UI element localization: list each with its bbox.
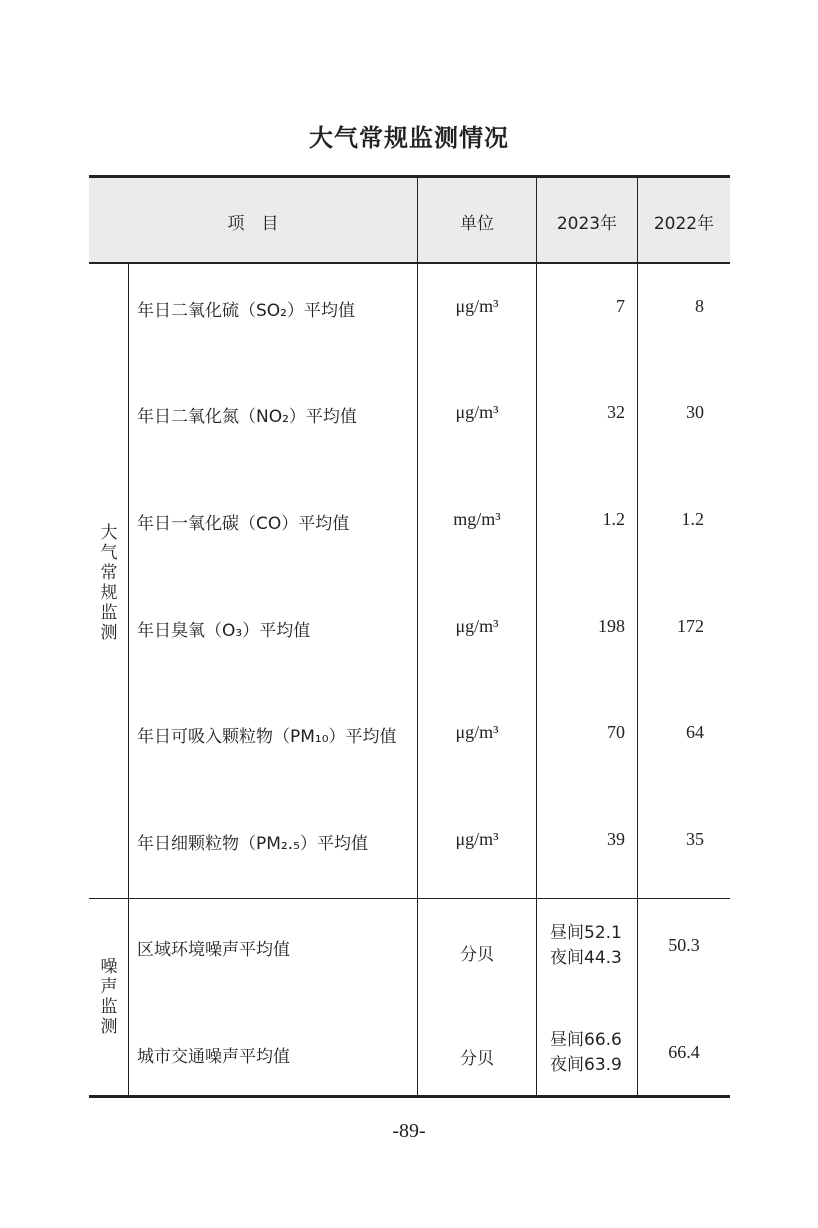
group-label-air: [97, 523, 121, 643]
row-item: 年日臭氧（O₃）平均值: [137, 621, 311, 641]
row-unit: μg/m³: [455, 722, 499, 742]
row-item: 年日细颗粒物（PM₂.₅）平均值: [137, 834, 368, 854]
row-2023: 70: [607, 722, 625, 742]
row-2022: 1.2: [681, 509, 704, 529]
label-char: 噪: [100, 957, 118, 977]
header-item: 项 目: [227, 214, 279, 234]
label-char: 测: [100, 1017, 118, 1037]
group-divider: [89, 898, 730, 899]
row-unit: 分贝: [460, 945, 494, 965]
label-char: 规: [100, 583, 118, 603]
row-2022: 30: [686, 402, 704, 422]
row-item: 区域环境噪声平均值: [137, 940, 290, 960]
row-item: 年日一氧化碳（CO）平均值: [137, 514, 350, 534]
page-title: 大气常规监测情况: [309, 124, 509, 152]
row-2023: 1.2: [602, 509, 625, 529]
row-unit: μg/m³: [455, 616, 499, 636]
label-char: 常: [100, 563, 118, 583]
row-item: 城市交通噪声平均值: [137, 1047, 290, 1067]
row-2022: 64: [686, 722, 704, 742]
row-2023-night: 夜间44.3: [550, 948, 622, 968]
row-2023: 7: [616, 296, 625, 316]
page-number: -89-: [392, 1120, 426, 1142]
monitoring-table: [89, 175, 730, 1098]
label-char: 大: [100, 523, 118, 543]
row-2023-day: 昼间66.6: [550, 1030, 622, 1050]
category-column-divider: [128, 263, 129, 1096]
label-char: 监: [100, 603, 118, 623]
row-2022: 35: [686, 829, 704, 849]
header-2022: 2022年: [653, 214, 715, 234]
row-2022: 8: [695, 296, 704, 316]
row-2023: 198: [598, 616, 625, 636]
header-2023: 2023年: [556, 214, 618, 234]
row-2023-night: 夜间63.9: [550, 1055, 622, 1075]
header-rule: [89, 262, 730, 264]
group-label-noise: [97, 957, 121, 1037]
top-rule: [89, 175, 730, 178]
bottom-rule: [89, 1095, 730, 1098]
label-char: 监: [100, 997, 118, 1017]
row-unit: μg/m³: [455, 402, 499, 422]
row-2023: 32: [607, 402, 625, 422]
label-char: 测: [100, 623, 118, 643]
row-2022: 50.3: [668, 935, 700, 955]
row-item: 年日二氧化硫（SO₂）平均值: [137, 301, 355, 321]
row-2023: 39: [607, 829, 625, 849]
label-char: 声: [100, 977, 118, 997]
row-2022: 66.4: [668, 1042, 700, 1062]
row-unit: μg/m³: [455, 296, 499, 316]
row-2022: 172: [677, 616, 704, 636]
row-2023-day: 昼间52.1: [550, 923, 622, 943]
row-item: 年日可吸入颗粒物（PM₁₀）平均值: [137, 727, 397, 747]
row-unit: 分贝: [460, 1049, 494, 1069]
row-unit: mg/m³: [453, 509, 501, 529]
row-item: 年日二氧化氮（NO₂）平均值: [137, 407, 357, 427]
header-unit: 单位: [460, 214, 494, 234]
label-char: 气: [100, 543, 118, 563]
row-unit: μg/m³: [455, 829, 499, 849]
